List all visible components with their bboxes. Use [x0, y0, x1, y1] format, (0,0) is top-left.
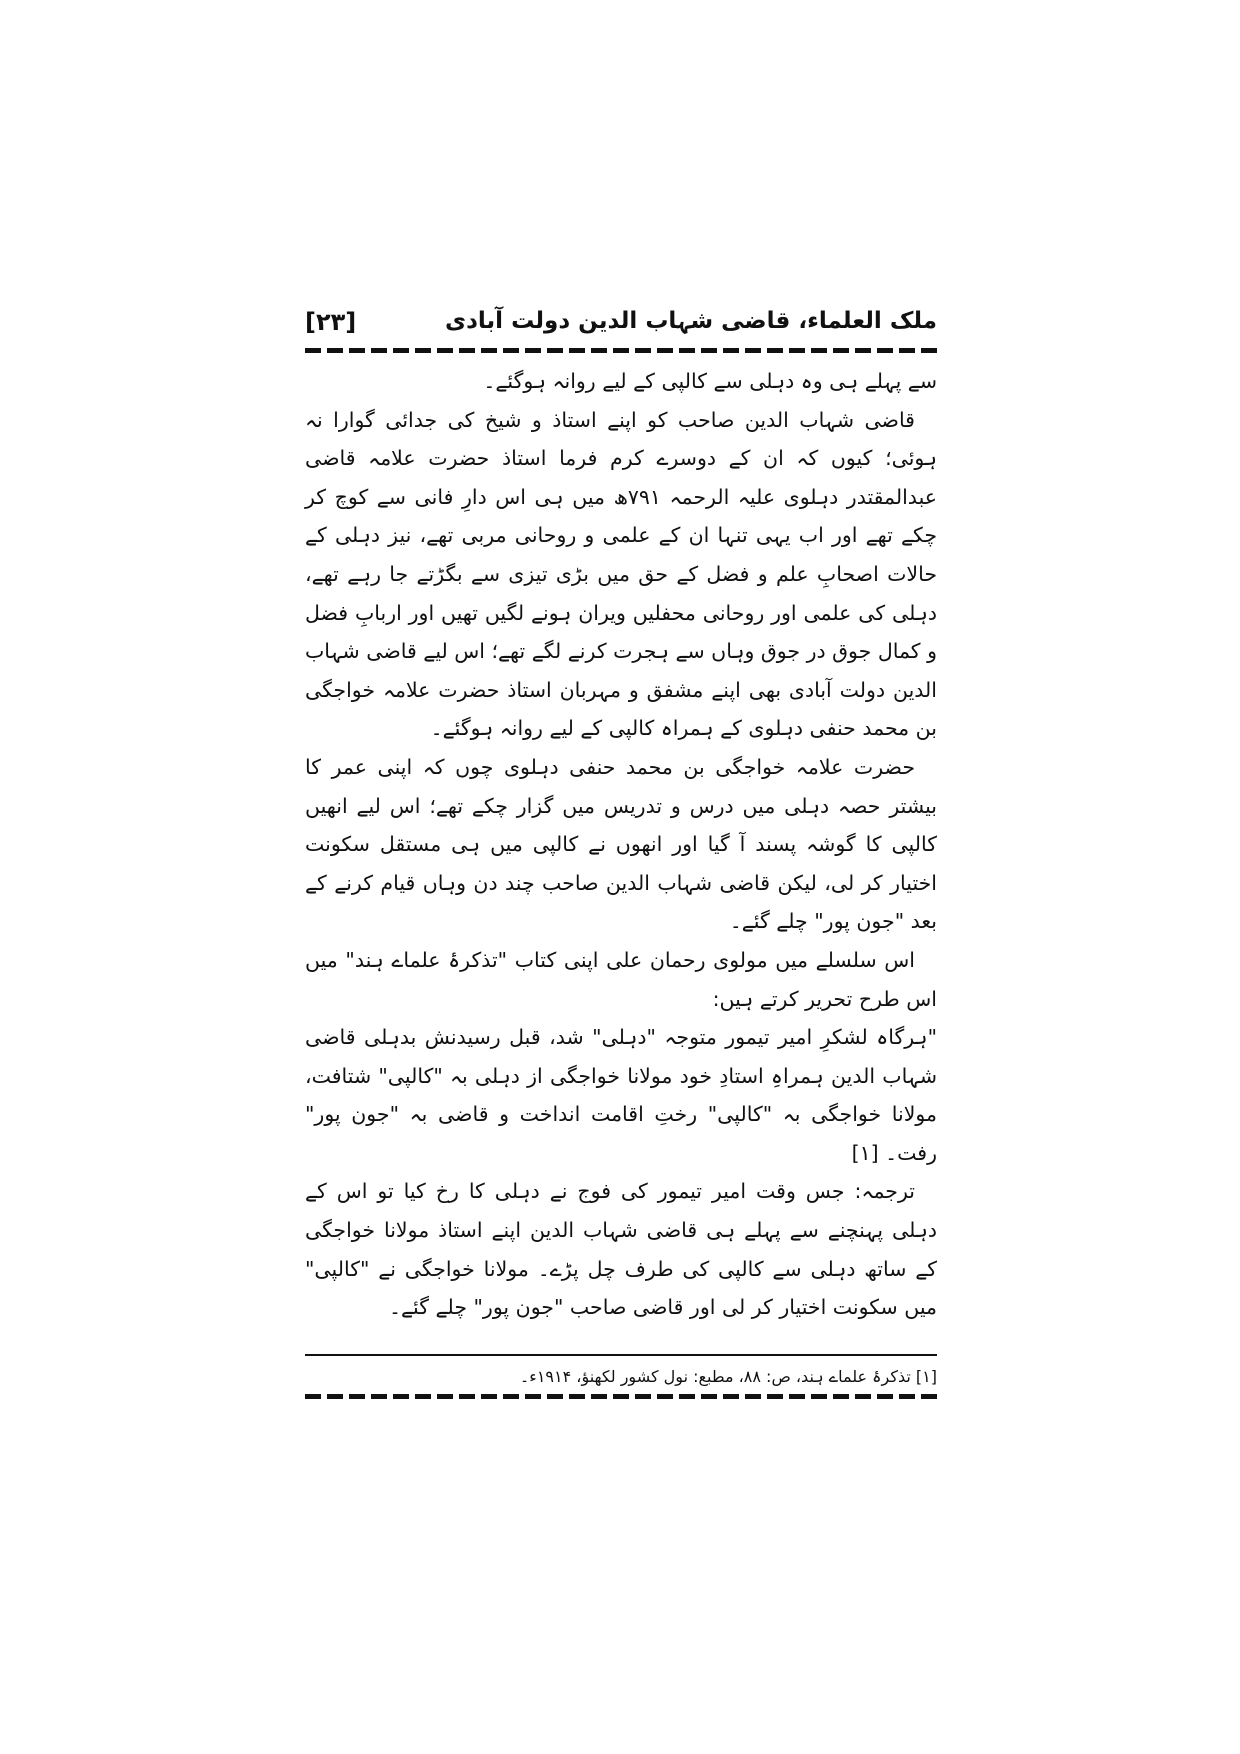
persian-quotation: "ہرگاہ لشکرِ امیر تیمور متوجہ "دہلی" شد، قبل رسیدنش بدہلی قاضی شہاب الدین ہمراہِ استادِ خود مولانا خواجگی از دہلی بہ "کالپی" شتافت، مولانا خواجگی بہ "کالپی" رختِ اقامت انداخت و قاضی بہ "جون پور" رفت۔ [۱]	[305, 1025, 937, 1165]
page-header	[305, 308, 937, 344]
paragraph: حضرت علامہ خواجگی بن محمد حنفی دہلوی چوں کہ اپنی عمر کا بیشتر حصہ دہلی میں درس و تدریس میں گزار چکے تھے؛ اس لیے انھیں کالپی کا گوشہ پسند آ گیا اور انھوں نے کالپی میں ہی مستقل سکونت اختیار کر لی، لیکن قاضی شہاب الدین صاحب چند دن وہاں قیام کرنے کے بعد "جون پور" چلے گئے۔	[305, 754, 937, 934]
paragraph-continuation: سے پہلے ہی وہ دہلی سے کالپی کے لیے روانہ ہوگئے۔	[483, 369, 937, 393]
page-number: [۲۳]	[305, 308, 357, 336]
body-text	[305, 362, 937, 1327]
paragraph: قاضی شہاب الدین صاحب کو اپنے استاذ و شیخ کی جدائی گوارا نہ ہوئی؛ کیوں کہ ان کے دوسرے کرم فرما استاذ حضرت علامہ قاضی عبدالمقتدر دہلوی علیہ الرحمہ ۷۹۱ھ میں ہی اس دارِ فانی سے کوچ کر چکے تھے اور اب یہی تنہا ان کے علمی و روحانی مربی تھے، نیز دہلی کے حالات اصحابِ علم و فضل کے حق میں بڑی تیزی سے بگڑتے جا رہے تھے، دہلی کی علمی اور روحانی محفلیں ویران ہونے لگیں تھیں اور اربابِ فضل و کمال جوق در جوق وہاں سے ہجرت کرنے لگے تھے؛ اس لیے قاضی شہاب الدین دولت آبادی بھی اپنے مشفق و مہربان استاذ حضرت علامہ خواجگی بن محمد حنفی دہلوی کے ہمراہ کالپی کے لیے روانہ ہوگئے۔	[305, 407, 937, 741]
running-title: ملک العلماء، قاضی شہاب الدین دولت آبادی	[445, 308, 937, 334]
header-dashed-rule	[305, 348, 937, 353]
footnote-rule	[305, 1354, 937, 1356]
footnote: [۱] تذکرۂ علماے ہند، ص: ۸۸، مطبع: نول کشور لکھنؤ، ۱۹۱۴ء۔	[519, 1367, 937, 1386]
paragraph: اس سلسلے میں مولوی رحمان علی اپنی کتاب "تذکرۂ علماے ہند" میں اس طرح تحریر کرتے ہیں:	[305, 947, 937, 1011]
footer-dashed-rule	[305, 1394, 937, 1399]
translation-paragraph: ترجمہ: جس وقت امیر تیمور کی فوج نے دہلی کا رخ کیا تو اس کے دہلی پہنچنے سے پہلے ہی قاضی شہاب الدین اپنے استاذ مولانا خواجگی کے ساتھ دہلی سے کالپی کی طرف چل پڑے۔ مولانا خواجگی نے "کالپی" میں سکونت اختیار کر لی اور قاضی صاحب "جون پور" چلے گئے۔	[305, 1179, 937, 1320]
